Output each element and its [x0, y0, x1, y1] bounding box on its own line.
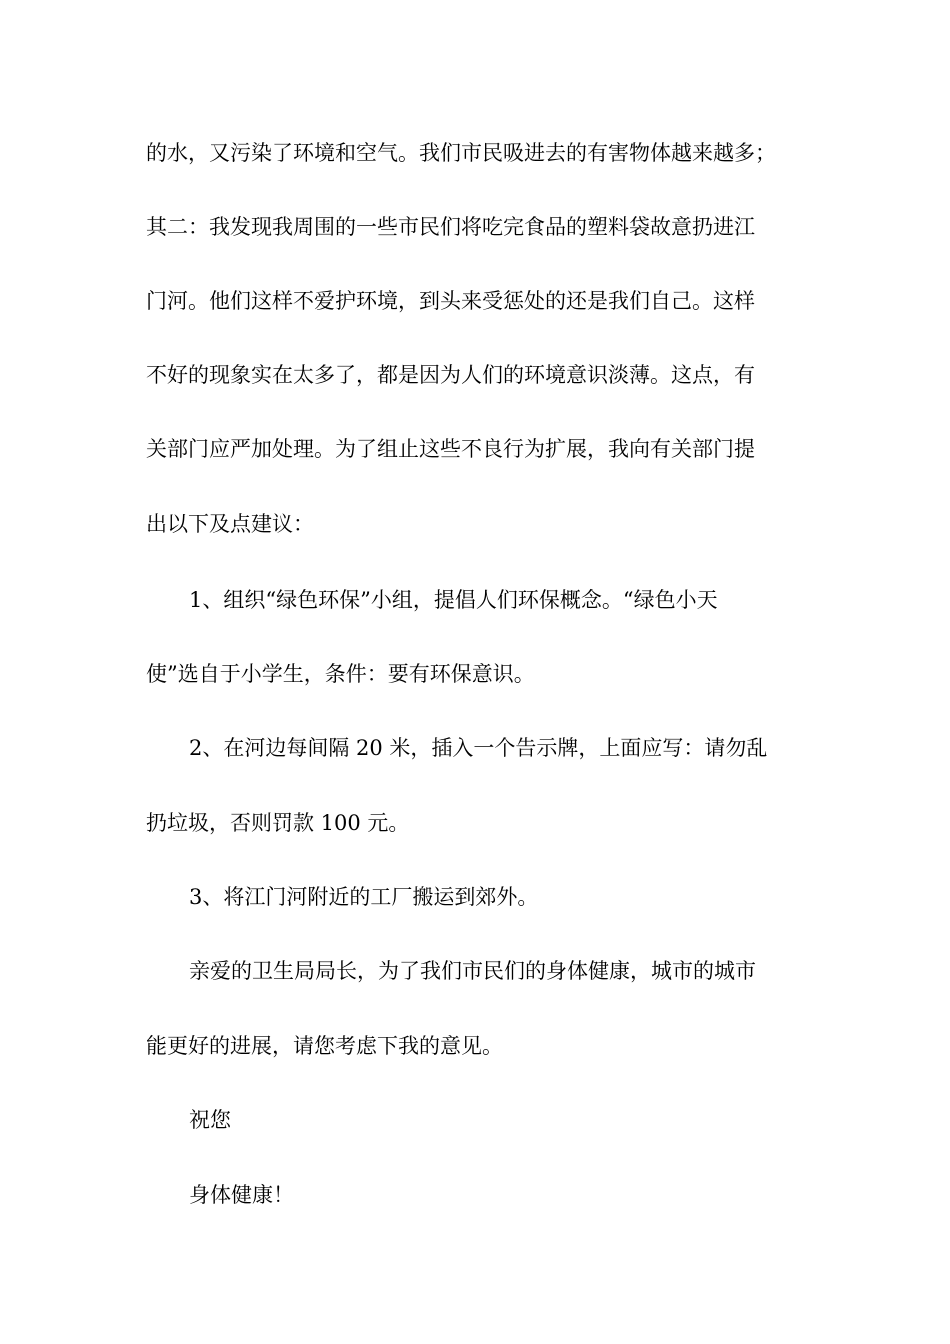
- text-line: 关部门应严加处理。为了组止这些不良行为扩展，我向有关部门提: [146, 437, 755, 461]
- text-line: 其二：我发现我周围的一些市民们将吃完食品的塑料袋故意扔进江: [146, 215, 755, 239]
- list-item-1: 1、组织“绿色环保”小组，提倡人们环保概念。“绿色小天: [189, 588, 718, 612]
- text-line: 的水，又污染了环境和空气。我们市民吸进去的有害物体越来越多；: [146, 141, 776, 165]
- closing-paragraph: 亲爱的卫生局局长，为了我们市民们的身体健康，城市的城市: [189, 959, 756, 983]
- text-line: 门河。他们这样不爱护环境，到头来受惩处的还是我们自己。这样: [146, 289, 755, 313]
- list-item-3: 3、将江门河附近的工厂搬运到郊外。: [189, 885, 539, 909]
- list-item-2: 2、在河边每间隔 20 米，插入一个告示牌，上面应写：请勿乱: [189, 736, 768, 760]
- text-line: 能更好的进展，请您考虑下我的意见。: [146, 1034, 503, 1058]
- text-line: 扔垃圾，否则罚款 100 元。: [146, 811, 410, 835]
- salutation: 祝您: [189, 1108, 231, 1132]
- text-line: 不好的现象实在太多了，都是因为人们的环境意识淡薄。这点，有: [146, 363, 755, 387]
- text-line: 使”选自于小学生，条件：要有环保意识。: [146, 662, 535, 686]
- wish: 身体健康！: [189, 1183, 294, 1207]
- text-line: 出以下及点建议：: [146, 512, 314, 536]
